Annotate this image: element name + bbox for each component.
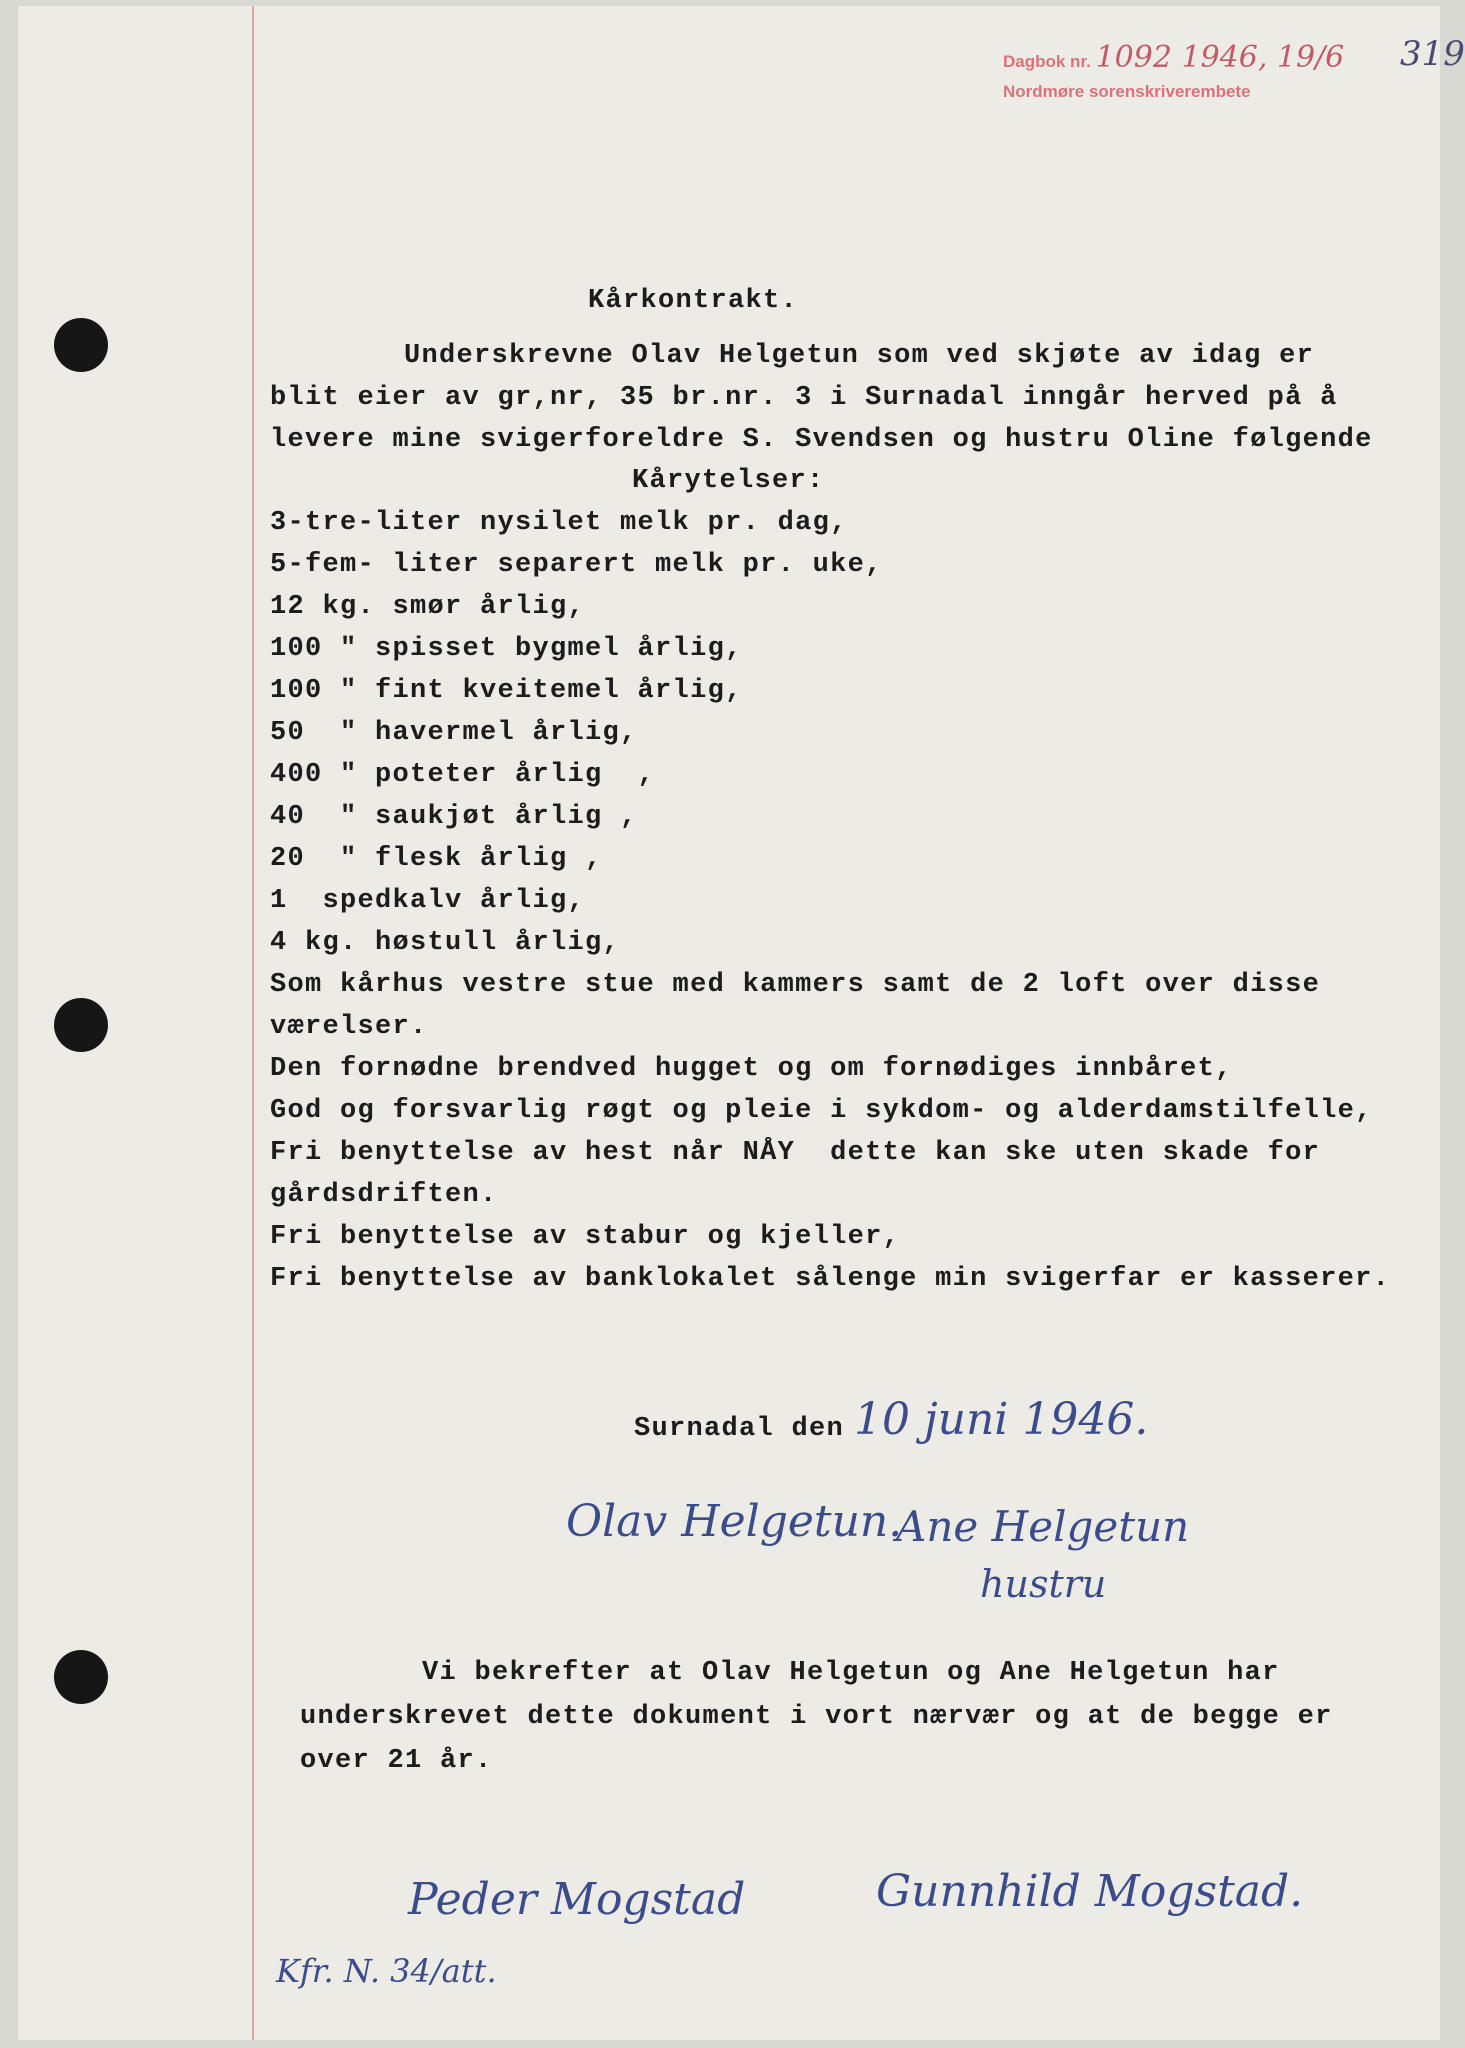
stamp-label: Dagbok nr. <box>1003 52 1091 71</box>
benefit-line: 40 " saukjøt årlig , <box>270 802 638 832</box>
signature-ane: Ane Helgetun <box>896 1502 1190 1551</box>
punch-hole <box>54 1650 108 1704</box>
intro-line: blit eier av gr,nr, 35 br.nr. 3 i Surnadal inngår herved på å <box>270 383 1338 413</box>
benefit-line: Fri benyttelse av hest når NÅY dette kan ske uten skade for <box>270 1138 1321 1168</box>
punch-hole <box>54 318 108 372</box>
witness-line: over 21 år. <box>300 1746 493 1776</box>
benefit-line: Fri benyttelse av banklokalet sålenge min svigerfar er kasserer. <box>270 1264 1391 1294</box>
document-title: Kårkontrakt. <box>588 286 799 316</box>
document-page <box>18 6 1465 2040</box>
benefit-line: Fri benyttelse av stabur og kjeller, <box>270 1222 901 1252</box>
benefit-line: God og forsvarlig røgt og pleie i sykdom- og alderdamstilfelle, <box>270 1096 1373 1126</box>
witness-signature-gunnhild: Gunnhild Mogstad. <box>876 1866 1304 1917</box>
section-heading: Kårytelser: <box>632 466 825 496</box>
benefit-line: 4 kg. høstull årlig, <box>270 928 621 958</box>
stamp-handwritten-entry: 1092 1946, 19/6 <box>1095 40 1345 75</box>
intro-line: levere mine svigerforeldre S. Svendsen og hustru Oline følgende <box>270 425 1373 455</box>
place-date-typed: Surnadal den <box>634 1414 845 1444</box>
witness-line: underskrevet dette dokument i vort nærvær og at de begge er <box>300 1702 1333 1732</box>
handwritten-date: 10 juni 1946. <box>854 1394 1149 1445</box>
intro-line: Underskrevne Olav Helgetun som ved skjøte av idag er <box>404 341 1315 371</box>
benefit-line: 20 " flesk årlig , <box>270 844 603 874</box>
margin-line <box>252 6 254 2040</box>
benefit-line: Den fornødne brendved hugget og om fornødiges innbåret, <box>270 1054 1233 1084</box>
benefit-line: gårdsdriften. <box>270 1180 498 1210</box>
benefit-line: værelser. <box>270 1012 428 1042</box>
punch-hole <box>54 998 108 1052</box>
benefit-line: 400 " poteter årlig , <box>270 760 656 790</box>
benefit-line: Som kårhus vestre stue med kammers samt de 2 loft over disse <box>270 970 1321 1000</box>
benefit-line: 1 spedkalv årlig, <box>270 886 586 916</box>
registry-stamp <box>1003 40 1344 75</box>
margin-note: Kfr. N. 34/att. <box>276 1952 497 1990</box>
signature-note: hustru <box>980 1562 1107 1606</box>
benefit-line: 100 " fint kveitemel årlig, <box>270 676 743 706</box>
benefit-line: 12 kg. smør årlig, <box>270 592 586 622</box>
signature-olav: Olav Helgetun. <box>566 1496 903 1547</box>
witness-signature-peder: Peder Mogstad <box>408 1874 746 1925</box>
benefit-line: 100 " spisset bygmel årlig, <box>270 634 743 664</box>
page-number: 319 <box>1400 34 1465 74</box>
witness-line: Vi bekrefter at Olav Helgetun og Ane Helgetun har <box>422 1658 1280 1688</box>
benefit-line: 50 " havermel årlig, <box>270 718 638 748</box>
benefit-line: 3-tre-liter nysilet melk pr. dag, <box>270 508 848 538</box>
stamp-office-name: Nordmøre sorenskriverembete <box>1003 82 1251 101</box>
benefit-line: 5-fem- liter separert melk pr. uke, <box>270 550 883 580</box>
